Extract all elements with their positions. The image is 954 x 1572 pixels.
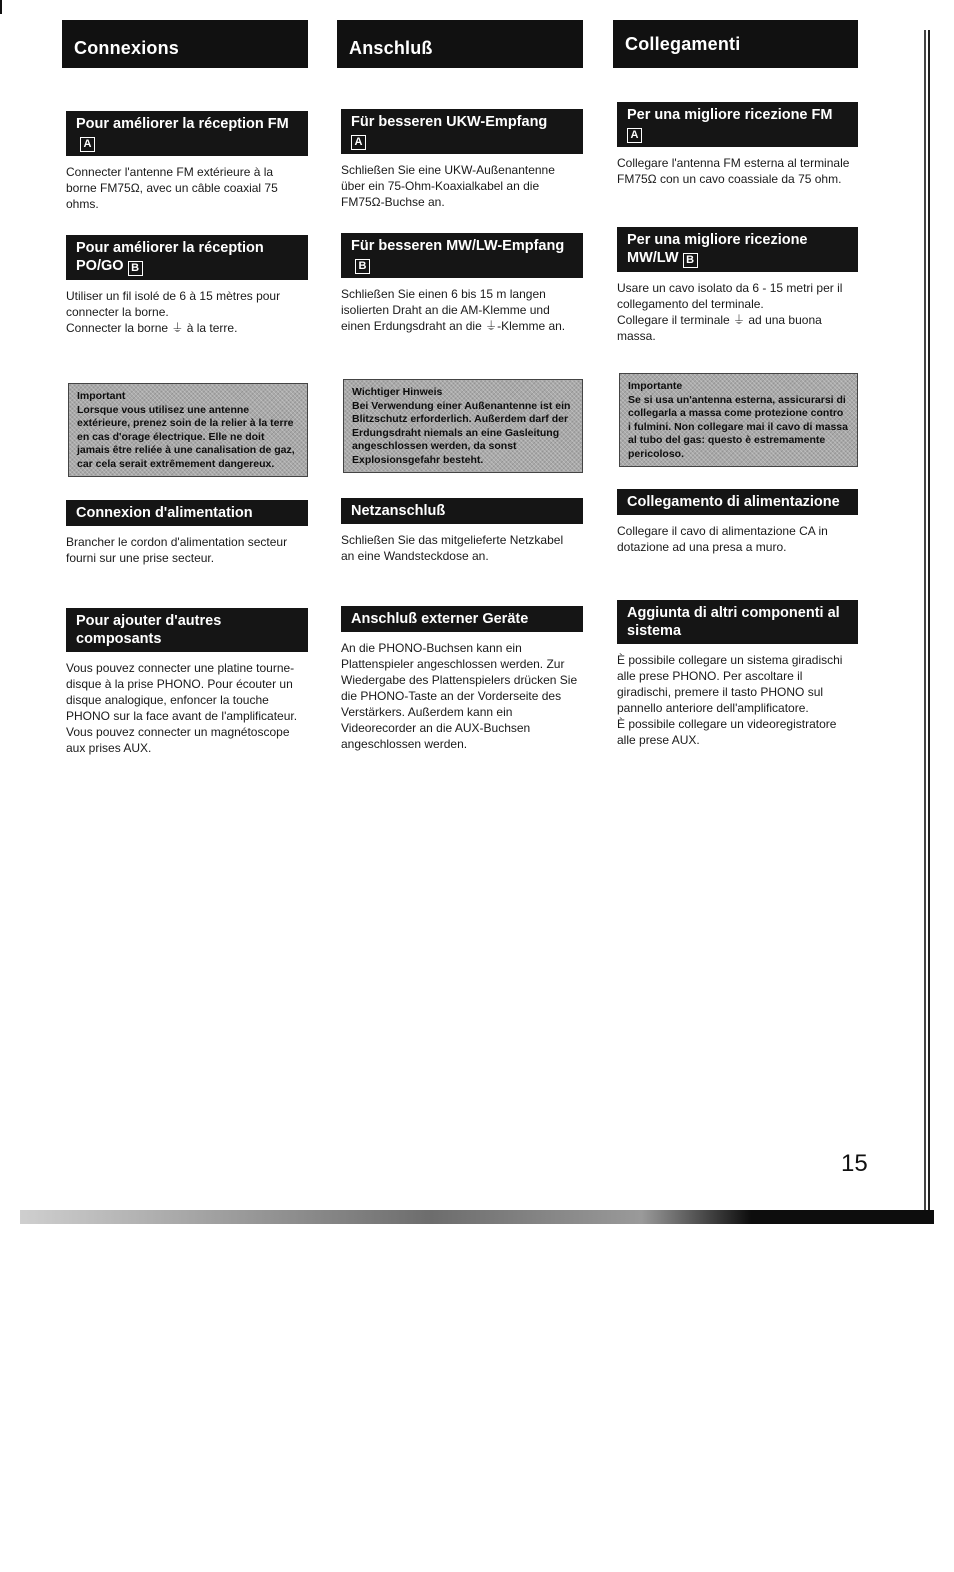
section-text: Schließen Sie einen 6 bis 15 m langen isolierten Draht an die AM-Klemme und einen Erdungsdraht an die ⏚-Klemme an. [341,287,566,333]
label-a-marker: A [80,137,95,152]
warning-title: Importante [628,380,683,392]
section-text: Utiliser un fil isolé de 6 à 15 mètres pour connecter la borne. [66,289,281,319]
warning-text: Bei Verwendung einer Außenantenne ist ein Blitzschutz erforderlich. Außerdem darf der Erdungsdraht niemals an eine Gasleitung angeschlossen werden, da sonst Explosionsgefahr besteht. [352,399,571,466]
section-title: Aggiunta di altri componenti al sistema [617,600,858,644]
section-other-components [66,608,308,756]
section-fm-reception [341,109,583,210]
column-french [62,20,308,755]
section-title [341,109,583,154]
scan-edge-mark [0,0,2,14]
section-other-components [341,606,583,752]
column-title: Anschluß [337,20,583,68]
section-title [341,233,583,278]
section-text: Connecter l'antenne FM extérieure à la borne FM75Ω, avec un câble coaxial 75 ohms. [66,165,278,211]
section-title: Connexion d'alimentation [66,500,308,526]
warning-box [343,379,583,473]
warning-text: Se si usa un'antenna esterna, assicurarsi di collegarla a massa come protezione contro i fulmini. Non collegare mai il cavo di massa al tubo del gas: questo è estremamente pericoloso. [628,393,848,460]
section-title-text: Per una migliore ricezione FM [627,107,833,123]
label-b-marker: B [355,259,370,274]
warning-text: Lorsque vous utilisez une antenne extérieure, prenez soin de la relier à la terre en cas d'orage électrique. Elle ne doit jamais être reliée à une canalisation de gaz, car cela serait extrêmement dangereux. [77,403,295,470]
section-am-reception [341,233,583,334]
label-b-marker: B [128,261,143,276]
page-edge-line [924,30,930,1210]
warning-title: Wichtiger Hinweis [352,386,443,398]
warning-box [68,383,308,477]
section-text: Collegare il terminale ⏚ ad una buona massa. [617,313,822,343]
section-title: Anschluß externer Geräte [341,606,583,632]
column-german [337,20,583,751]
section-text: Brancher le cordon d'alimentation secteur fourni sur une prise secteur. [66,535,288,565]
section-other-components [617,600,858,748]
column-title: Connexions [62,20,308,68]
section-text: Connecter la borne ⏚ à la terre. [66,321,238,335]
section-title: Pour ajouter d'autres composants [66,608,308,652]
section-power [66,500,308,566]
section-text: È possibile collegare un sistema giradischi alle prese PHONO. Per ascoltare il giradischi, premere il tasto PHONO sul pannello anteriore dell'amplificatore. [617,653,843,715]
section-title [617,102,858,147]
section-fm-reception [617,102,858,187]
section-text: Usare un cavo isolato da 6 - 15 metri per il collegamento del terminale. [617,281,843,311]
section-power [341,498,583,564]
section-fm-reception [66,111,308,212]
section-title-text: Für besseren MW/LW-Empfang [351,238,565,254]
column-title: Collegamenti [613,20,858,68]
warning-title: Important [77,390,126,402]
section-text: Schließen Sie eine UKW-Außenantenne über ein 75-Ohm-Koaxialkabel an die FM75Ω-Buchse an. [341,163,555,209]
section-title [66,111,308,156]
section-title [617,227,858,272]
section-text: Collegare l'antenna FM esterna al terminale FM75Ω con un cavo coassiale da 75 ohm. [617,156,850,186]
page-number: 15 [841,1150,868,1177]
bottom-rule [20,1210,934,1224]
label-b-marker: B [683,253,698,268]
section-text: Schließen Sie das mitgelieferte Netzkabel an eine Wandsteckdose an. [341,533,564,563]
section-title-text: Für besseren UKW-Empfang [351,114,548,130]
section-text: È possibile collegare un videoregistratore alle prese AUX. [617,717,837,747]
section-title: Netzanschluß [341,498,583,524]
section-text: Vous pouvez connecter une platine tourne-disque à la prise PHONO. Pour écouter un disque analogique, enfoncer la touche PHONO sur la face avant de l'amplificateur. Vous pouvez connecter un magnétoscope aux prises AUX. [66,661,298,755]
section-title-text: Pour améliorer la réception PO/GO [76,240,264,274]
section-title-text: Pour améliorer la réception FM [76,116,289,132]
column-italian [613,20,858,747]
section-text: An die PHONO-Buchsen kann ein Plattenspieler angeschlossen werden. Zur Wiedergabe des Plattenspielers drücken Sie die PHONO-Taste an der Vorderseite des Verstärkers. Außerdem kann ein Videorecorder an die AUX-Buchsen angeschlossen werden. [341,641,578,751]
label-a-marker: A [351,135,366,150]
label-a-marker: A [627,128,642,143]
section-am-reception [617,227,858,344]
section-title-text: Per una migliore ricezione MW/LW [627,232,808,266]
section-title: Collegamento di alimentazione [617,489,858,515]
section-title [66,235,308,280]
section-text: Collegare il cavo di alimentazione CA in dotazione ad una presa a muro. [617,524,828,554]
warning-box [619,373,858,467]
section-power [617,489,858,555]
section-am-reception [66,235,308,336]
